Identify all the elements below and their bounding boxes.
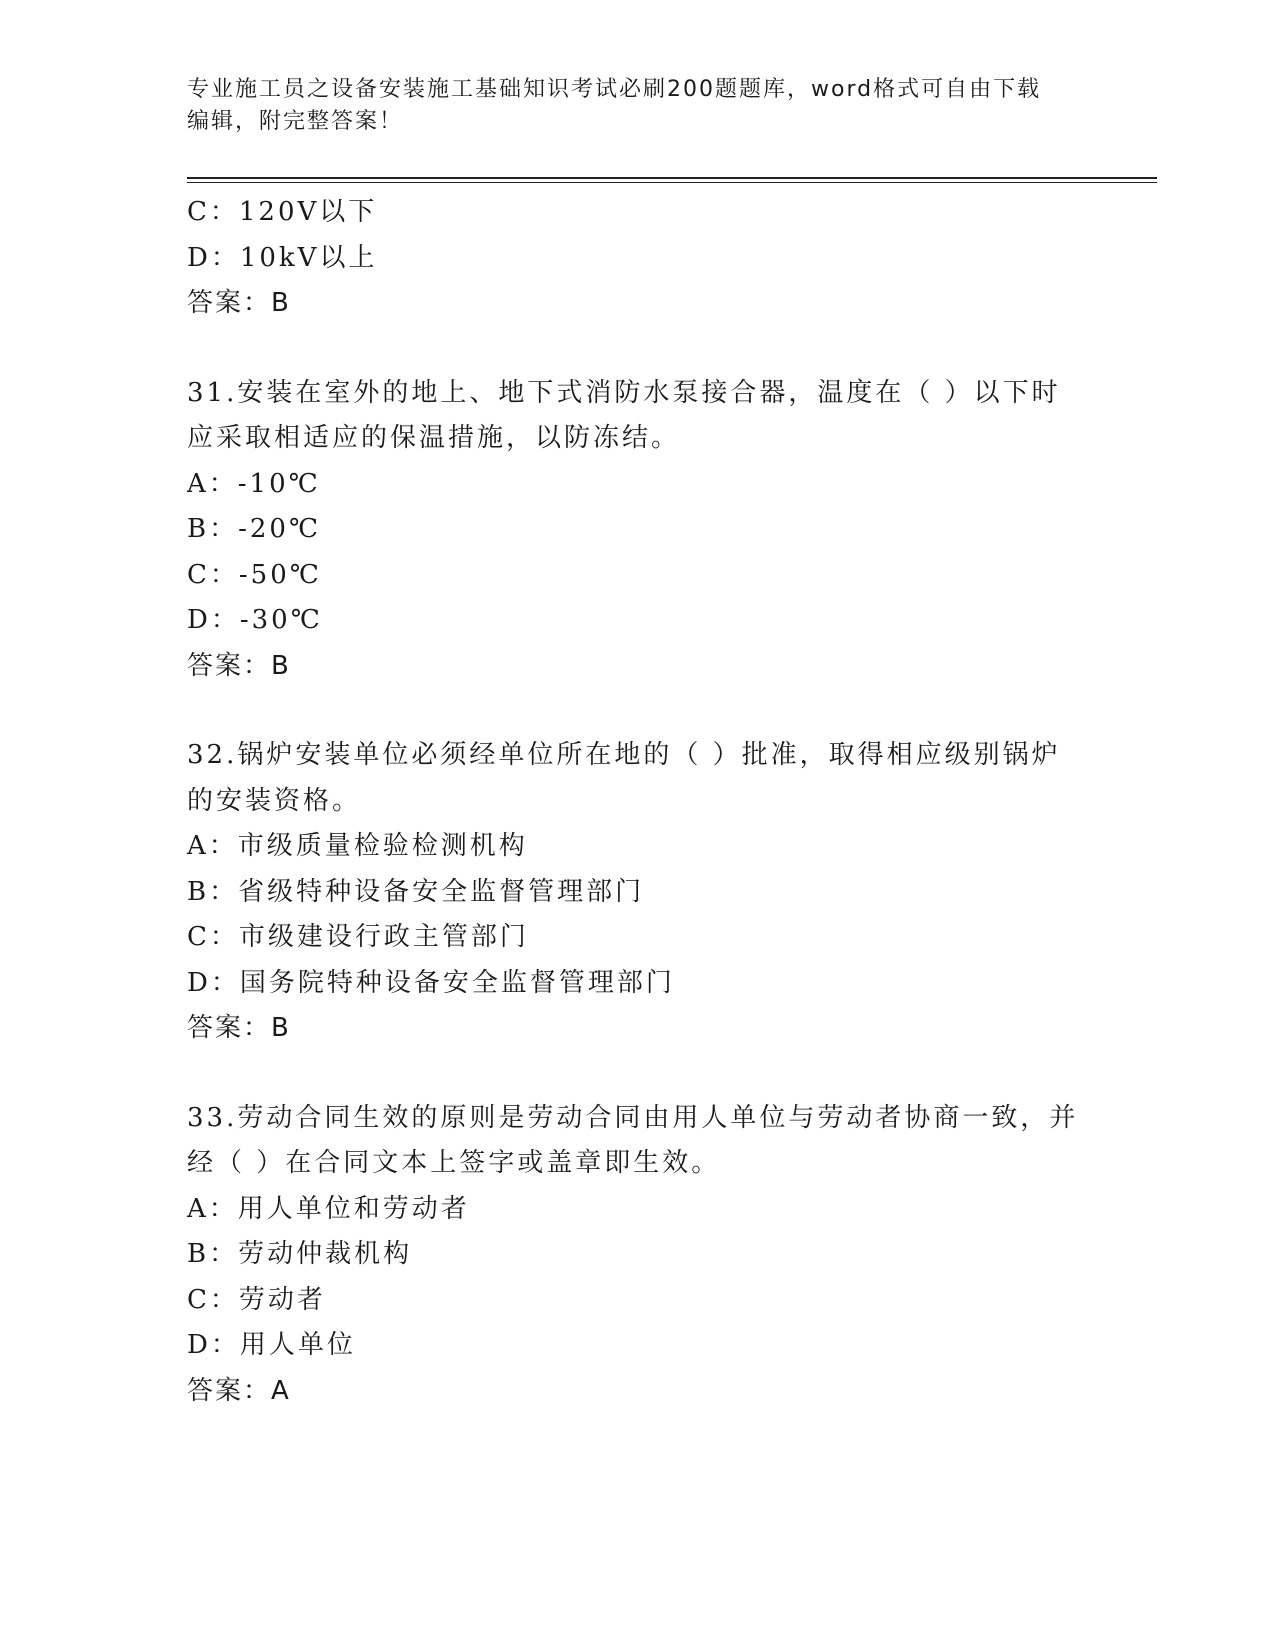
q32-answer: 答案：B (187, 1013, 291, 1043)
question-spacer (187, 327, 1087, 371)
q31-option-c: C：-50℃ (187, 559, 322, 590)
q31-option-d: D：-30℃ (187, 605, 323, 635)
q32-stem-line-2: 的安装资格。 (187, 785, 362, 816)
header-title-line-2: 编辑，附完整答案！ (187, 109, 404, 134)
q30-answer: 答案：B (187, 288, 291, 318)
q31-option-b: B：-20℃ (187, 514, 322, 544)
q33-option-d: D：用人单位 (187, 1330, 356, 1360)
q30-option-c: C：120V以下 (187, 197, 378, 227)
q31-answer: 答案：B (187, 650, 291, 681)
document-header (187, 74, 1087, 138)
q33-stem-line-1: 33.劳动合同生效的原则是劳动合同由用人单位与劳动者协商一致，并 (187, 1102, 1079, 1133)
q32-stem-line-1: 32.锅炉安装单位必须经单位所在地的（ ）批准，取得相应级别锅炉 (187, 740, 1061, 770)
q33-answer: 答案：A (187, 1375, 291, 1406)
q32-option-b: B：省级特种设备安全监督管理部门 (187, 876, 645, 907)
q31-stem-line-2: 应采取相适应的保温措施，以防冻结。 (187, 423, 681, 453)
q33-option-c: C：劳动者 (187, 1284, 326, 1315)
header-title-line-1: 专业施工员之设备安装施工基础知识考试必刷200题题库，word格式可自由下载 (187, 77, 1042, 102)
question-spacer (187, 689, 1087, 733)
q31-stem-line-1: 31.安装在室外的地上、地下式消防水泵接合器，温度在（ ）以下时 (187, 377, 1061, 408)
header-divider-thick (187, 177, 1157, 179)
q33-stem-line-2: 经（ ）在合同文本上签字或盖章即生效。 (187, 1148, 721, 1178)
question-list (187, 190, 1087, 1414)
question-31 (187, 371, 1087, 690)
q30-option-d: D：10kV以上 (187, 242, 378, 273)
q31-option-a: A：-10℃ (187, 468, 321, 499)
q32-option-d: D：国务院特种设备安全监督管理部门 (187, 967, 675, 998)
question-32 (187, 733, 1087, 1052)
q32-option-c: C：市级建设行政主管部门 (187, 922, 529, 952)
question-30 (187, 190, 1087, 327)
q33-option-a: A：用人单位和劳动者 (187, 1193, 470, 1224)
question-33 (187, 1096, 1087, 1415)
q32-option-a: A：市级质量检验检测机构 (187, 831, 528, 861)
q33-option-b: B：劳动仲裁机构 (187, 1239, 413, 1269)
question-spacer (187, 1052, 1087, 1096)
header-divider-thin (187, 182, 1157, 183)
